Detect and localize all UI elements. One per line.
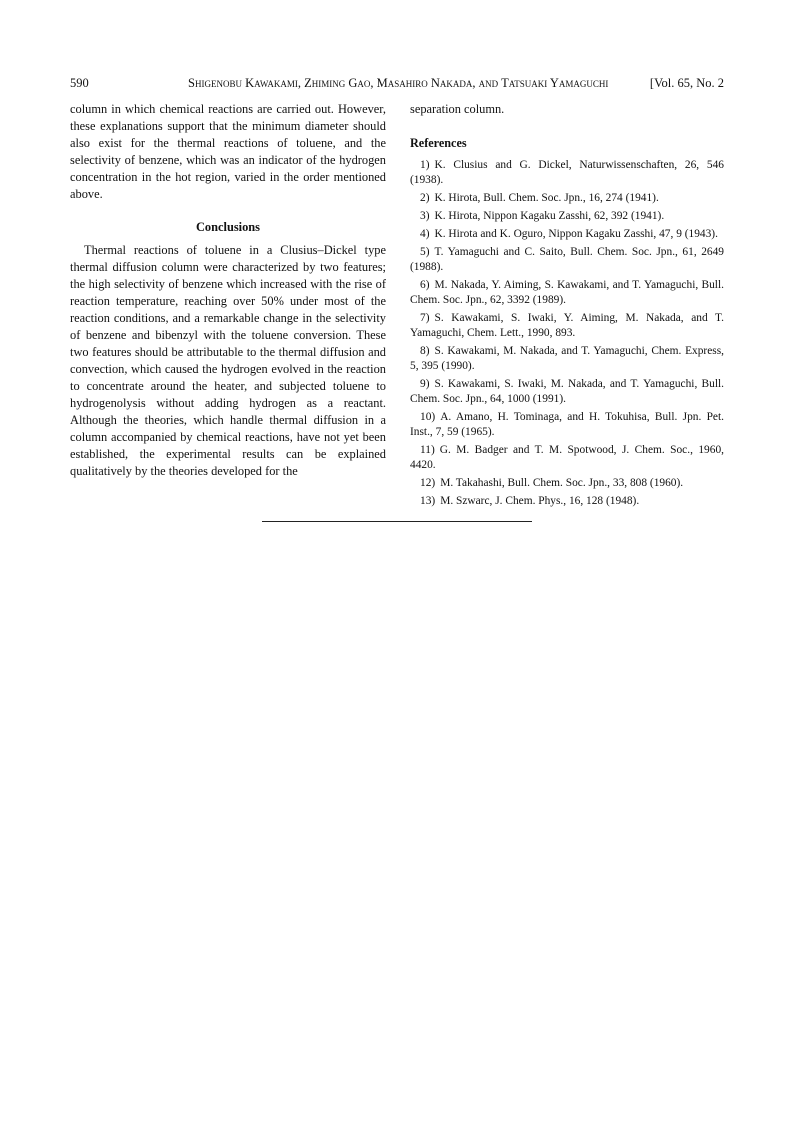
reference-item: 10) A. Amano, H. Tominaga, and H. Tokuhisa, Bull. Jpn. Pet. Inst., 7, 59 (1965). bbox=[410, 411, 724, 438]
references-heading: References bbox=[410, 136, 467, 150]
reference-item: 3) K. Hirota, Nippon Kagaku Zasshi, 62, 392 (1941). bbox=[420, 210, 665, 222]
body-paragraph-continued: column in which chemical reactions are carried out. However, these explanations support that the minimum diameter should also exist for the thermal reactions of toluene, and the selectivity of benzene, which was an indicator of the hydrogen concentration in the hot region, varied in the order mentioned above. bbox=[70, 102, 386, 201]
page-number: 590 bbox=[70, 76, 89, 90]
reference-item: 13) M. Szwarc, J. Chem. Phys., 16, 128 (1948). bbox=[420, 495, 640, 507]
left-column bbox=[70, 101, 386, 480]
reference-item: 5) T. Yamaguchi and C. Saito, Bull. Chem. Soc. Jpn., 61, 2649 (1988). bbox=[410, 246, 724, 273]
reference-item: 8) S. Kawakami, M. Nakada, and T. Yamaguchi, Chem. Express, 5, 395 (1990). bbox=[410, 345, 724, 372]
body-paragraph-end: separation column. bbox=[410, 102, 505, 116]
reference-item: 1) K. Clusius and G. Dickel, Naturwissenschaften, 26, 546 (1938). bbox=[410, 159, 724, 186]
conclusions-heading: Conclusions bbox=[195, 220, 261, 234]
reference-item: 11) G. M. Badger and T. M. Spotwood, J. Chem. Soc., 1960, 4420. bbox=[410, 444, 724, 471]
conclusions-paragraph: Thermal reactions of toluene in a Clusius–Dickel type thermal diffusion column were characterized by two features; the high selectivity of benzene which increased with the rise of reaction temperature, reaching over 50% under most of the reaction conditions, and a remarkable change in the selectivity of benzene and bibenzyl with the toluene conversion. These two features should be attributable to the thermal diffusion and convection, which caused the hydrogen evolved in the reaction to concentrate around the heater, and subjected toluene to hydrogenolysis without adding hydrogen as a reactant. Although the theories, which handle thermal diffusion in a column accompanied by chemical reactions, have not yet been established, the experimental results can be explained qualitatively by the theories developed for the bbox=[70, 243, 386, 478]
volume-issue: [Vol. 65, No. 2 bbox=[649, 76, 724, 90]
reference-item: 9) S. Kawakami, S. Iwaki, M. Nakada, and T. Yamaguchi, Bull. Chem. Soc. Jpn., 64, 1000 (1991). bbox=[410, 378, 724, 405]
running-header bbox=[70, 73, 724, 93]
end-of-article-rule bbox=[262, 521, 532, 522]
reference-item: 2) K. Hirota, Bull. Chem. Soc. Jpn., 16, 274 (1941). bbox=[420, 192, 659, 204]
reference-item: 12) M. Takahashi, Bull. Chem. Soc. Jpn., 33, 808 (1960). bbox=[420, 477, 684, 489]
reference-item: 6) M. Nakada, Y. Aiming, S. Kawakami, and T. Yamaguchi, Bull. Chem. Soc. Jpn., 62, 3392 (1989). bbox=[410, 279, 724, 306]
reference-item: 4) K. Hirota and K. Oguro, Nippon Kagaku Zasshi, 47, 9 (1943). bbox=[420, 228, 718, 240]
references-list bbox=[410, 158, 724, 509]
running-header-authors: Shigenobu Kawakami, Zhiming Gao, Masahiro Nakada, and Tatsuaki Yamaguchi bbox=[188, 76, 609, 90]
reference-item: 7) S. Kawakami, S. Iwaki, Y. Aiming, M. Nakada, and T. Yamaguchi, Chem. Lett., 1990, 893. bbox=[410, 312, 724, 339]
right-column bbox=[410, 101, 724, 512]
